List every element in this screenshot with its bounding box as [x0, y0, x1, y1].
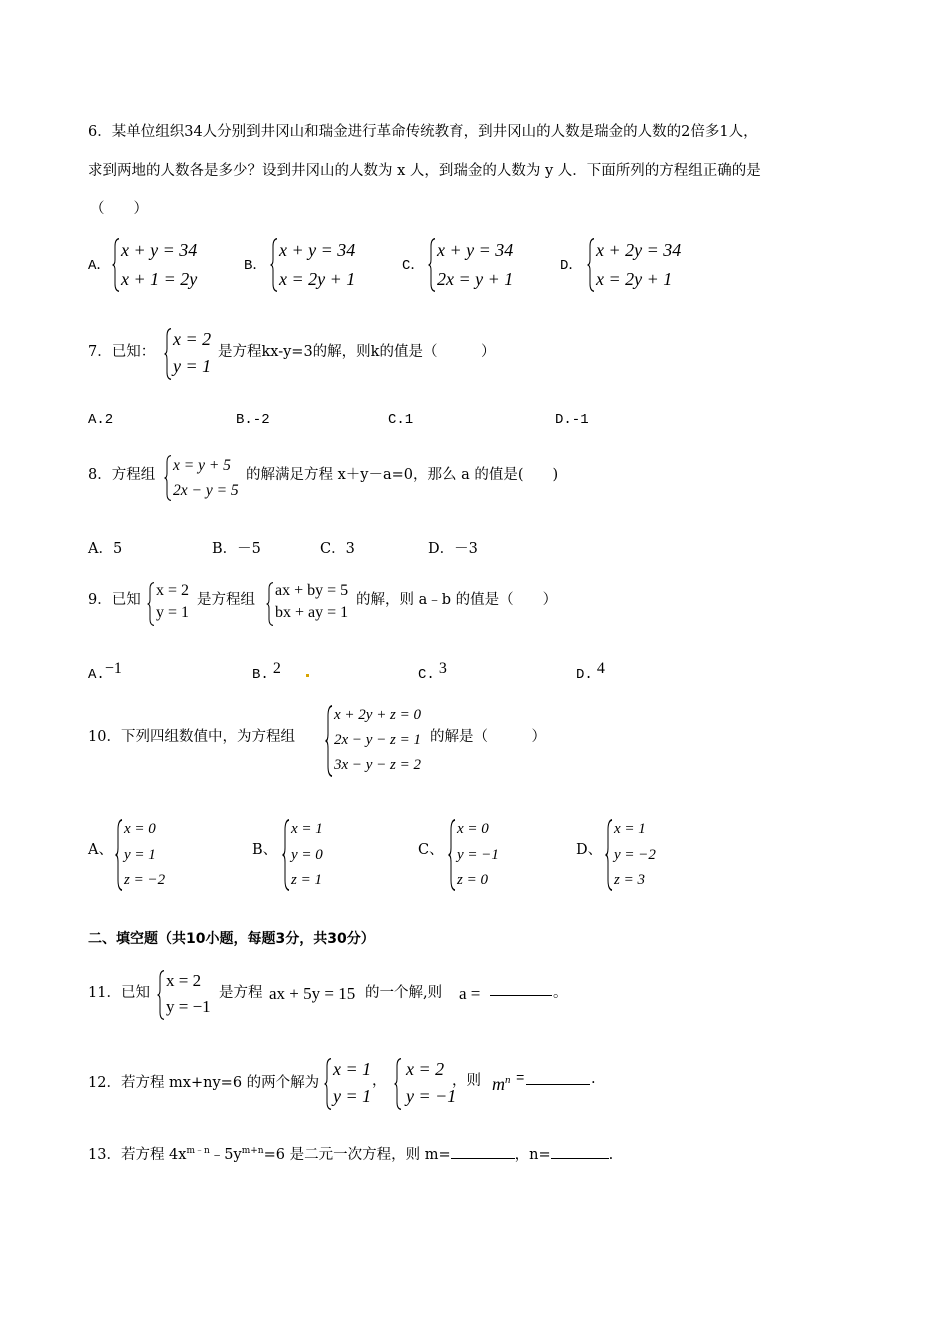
q10-b-l3: z = 1 — [291, 872, 322, 888]
q13-exp2: m+n — [241, 1146, 264, 1157]
q6-c-eq2: 2x = y + 1 — [437, 269, 514, 289]
q8-option-a: A．5 — [88, 541, 123, 557]
q8-eq2: 2x − y = 5 — [173, 482, 239, 499]
brace-icon — [157, 970, 165, 1020]
q10-prefix: 10．下列四组数值中，为方程组 — [88, 729, 295, 745]
q11-eq1: x = 2 — [166, 971, 202, 990]
q9-mid: 是方程组 — [197, 592, 255, 608]
q7-suffix: 是方程kx-y=3的解，则k的值是（ ） — [218, 344, 496, 360]
q9-sol2: y = 1 — [156, 604, 190, 621]
q11-mid: 是方程 — [219, 985, 263, 1001]
q10-suffix: 的解是（ ） — [430, 729, 546, 745]
q11-end: 。 — [553, 985, 568, 1001]
q9-b-label: B. — [252, 667, 269, 683]
q10-a-l3: z = −2 — [124, 872, 166, 888]
q9-d-label: D. — [576, 667, 593, 683]
q11-prefix: 11．已知 — [88, 985, 150, 1001]
q10-a-l1: x = 0 — [124, 821, 156, 837]
q10-c-l1: x = 0 — [457, 821, 489, 837]
q10-d-l1: x = 1 — [614, 821, 646, 837]
q11-mid2: 的一个解,则 — [365, 985, 443, 1001]
q12-power — [492, 1074, 511, 1095]
brace-icon — [587, 238, 595, 292]
q10-option-d-system — [605, 817, 675, 893]
q6-b-eq2: x = 2y + 1 — [279, 269, 356, 289]
q9-eq2: bx + ay = 1 — [275, 604, 349, 621]
q10-eq1: x + 2y + z = 0 — [334, 707, 422, 723]
brace-icon — [164, 328, 172, 380]
q8-eq1: x = y + 5 — [173, 457, 231, 474]
q6-option-d-label: D． — [560, 258, 583, 274]
q10-option-a-label: A、 — [88, 842, 113, 858]
q7-prefix: 7．已知： — [88, 344, 156, 360]
brace-icon — [394, 1058, 402, 1110]
q9-c-label: C. — [418, 667, 435, 683]
q6-option-a-label: A． — [88, 258, 111, 274]
q9-b-value: 2 — [272, 660, 281, 677]
q10-c-l3: z = 0 — [457, 872, 488, 888]
q9-c-value: 3 — [438, 660, 447, 677]
q7-option-a: A.2 — [88, 412, 114, 428]
q10-option-c-label: C、 — [418, 842, 444, 858]
q7-option-d: D.-1 — [555, 412, 589, 428]
q12-s1a: x = 1 — [333, 1059, 372, 1079]
q9-eq1: ax + by = 5 — [275, 582, 349, 599]
q11-answer-blank[interactable] — [490, 980, 552, 996]
q9-equation-system — [266, 580, 360, 628]
q6-c-eq1: x + y = 34 — [437, 240, 514, 260]
q12-solution1 — [324, 1056, 376, 1112]
q6-option-a-system — [112, 236, 212, 294]
q7-eq2: y = 1 — [173, 356, 212, 376]
brace-icon — [266, 582, 274, 626]
q13-rest: =6 是二元一次方程，则 m= — [263, 1147, 451, 1163]
q13-mid: ﹣5y — [209, 1147, 242, 1163]
q12-solution2 — [394, 1056, 458, 1112]
q7-eq1: x = 2 — [173, 329, 212, 349]
brace-icon — [115, 819, 123, 891]
brace-icon — [448, 819, 456, 891]
q8-suffix: 的解满足方程 x＋y－a=0，那么 a 的值是( ) — [246, 467, 559, 483]
q13-end: . — [608, 1147, 614, 1163]
q9-sol1: x = 2 — [156, 582, 190, 599]
q9-option-c — [418, 660, 447, 685]
q10-d-l3: z = 3 — [614, 872, 645, 888]
q12-prefix: 12．若方程 mx+ny=6 的两个解为 — [88, 1075, 320, 1091]
q12-s2b: y = −1 — [406, 1086, 457, 1106]
q9-suffix: 的解，则 a﹣b 的值是（ ） — [356, 592, 558, 608]
q8-option-d: D．－3 — [428, 541, 478, 557]
q13-n-blank[interactable] — [551, 1144, 609, 1159]
q12-eq: = — [516, 1071, 525, 1087]
q6-line2: 求到两地的人数各是多少？设到井冈山的人数为 x 人，到瑞金的人数为 y 人．下面所列的方程组正确的是 — [88, 163, 761, 179]
q10-b-l2: y = 0 — [291, 846, 323, 863]
q6-option-b-label: B． — [244, 258, 267, 274]
brace-icon — [270, 238, 278, 292]
q6-a-eq2: x + 1 = 2y — [121, 269, 198, 289]
q12-s2a: x = 2 — [406, 1059, 445, 1079]
q11-eq2: y = −1 — [166, 997, 211, 1016]
brace-icon — [112, 238, 120, 292]
q8-prefix: 8．方程组 — [88, 467, 156, 483]
q10-option-c-system — [448, 817, 518, 893]
q6-line1: 6．某单位组织34人分别到井冈山和瑞金进行革命传统教育，到井冈山的人数是瑞金的人数的2倍多1人， — [88, 124, 758, 140]
q7-option-b: B.-2 — [236, 412, 270, 428]
q10-option-d-label: D、 — [576, 842, 603, 858]
q6-d-eq1: x + 2y = 34 — [596, 240, 682, 260]
q10-option-b-label: B、 — [252, 842, 278, 858]
brace-icon — [282, 819, 290, 891]
q9-option-b — [252, 660, 281, 685]
q12-comma: ， — [372, 1073, 387, 1089]
q8-option-c: C．3 — [320, 541, 355, 557]
q7-system — [164, 326, 220, 382]
q6-d-eq2: x = 2y + 1 — [596, 269, 673, 289]
q13-comma: ，n= — [514, 1147, 551, 1163]
q6-option-c-system — [428, 236, 528, 294]
q9-a-value: −1 — [104, 660, 122, 677]
q6-option-d-system — [587, 236, 697, 294]
q10-d-l2: y = −2 — [614, 846, 656, 863]
q12-s1b: y = 1 — [333, 1086, 372, 1106]
q7-option-c: C.1 — [388, 412, 414, 428]
section-title: 二、填空题（共10小题，每题3分，共30分） — [88, 931, 375, 947]
q10-eq2: 2x − y − z = 1 — [334, 732, 422, 748]
q8-system — [164, 453, 254, 503]
brace-icon — [324, 1058, 332, 1110]
q6-a-eq1: x + y = 34 — [121, 240, 198, 260]
q6-paren: （ ） — [90, 201, 148, 217]
q13-line — [88, 1143, 613, 1164]
q6-b-eq1: x + y = 34 — [279, 240, 356, 260]
q6-option-b-system — [270, 236, 370, 294]
stray-mark — [306, 674, 309, 677]
brace-icon — [147, 582, 155, 626]
q12-end: . — [591, 1071, 596, 1087]
q11-answer: a = — [459, 984, 481, 1003]
q9-solution-system — [147, 580, 199, 628]
q9-d-value: 4 — [596, 660, 605, 677]
q13-m-blank[interactable] — [451, 1144, 515, 1159]
q10-b-l1: x = 1 — [291, 821, 323, 837]
q9-prefix: 9．已知 — [88, 592, 141, 608]
q12-base: m — [492, 1074, 505, 1094]
q11-system — [157, 968, 219, 1022]
brace-icon — [164, 455, 172, 501]
brace-icon — [325, 705, 333, 777]
q10-a-l2: y = 1 — [124, 846, 156, 863]
q10-option-b-system — [282, 817, 352, 893]
q13-prefix: 13．若方程 4x — [88, 1147, 187, 1163]
q12-then: ，则 — [452, 1073, 481, 1089]
q9-a-label: A. — [88, 667, 105, 683]
q10-eq3: 3x − y − z = 2 — [334, 757, 422, 773]
brace-icon — [428, 238, 436, 292]
brace-icon — [605, 819, 613, 891]
q12-answer-blank[interactable] — [526, 1070, 590, 1086]
q12-exp: n — [505, 1074, 511, 1086]
q9-option-d — [576, 660, 605, 685]
q10-c-l2: y = −1 — [457, 846, 499, 863]
q6-option-c-label: C． — [402, 258, 425, 274]
q8-option-b: B．－5 — [212, 541, 261, 557]
q10-system — [325, 703, 435, 779]
q13-exp1: m﹣n — [186, 1146, 210, 1157]
q9-option-a — [88, 660, 122, 685]
q10-option-a-system — [115, 817, 185, 893]
q11-equation: ax + 5y = 15 — [269, 984, 356, 1003]
